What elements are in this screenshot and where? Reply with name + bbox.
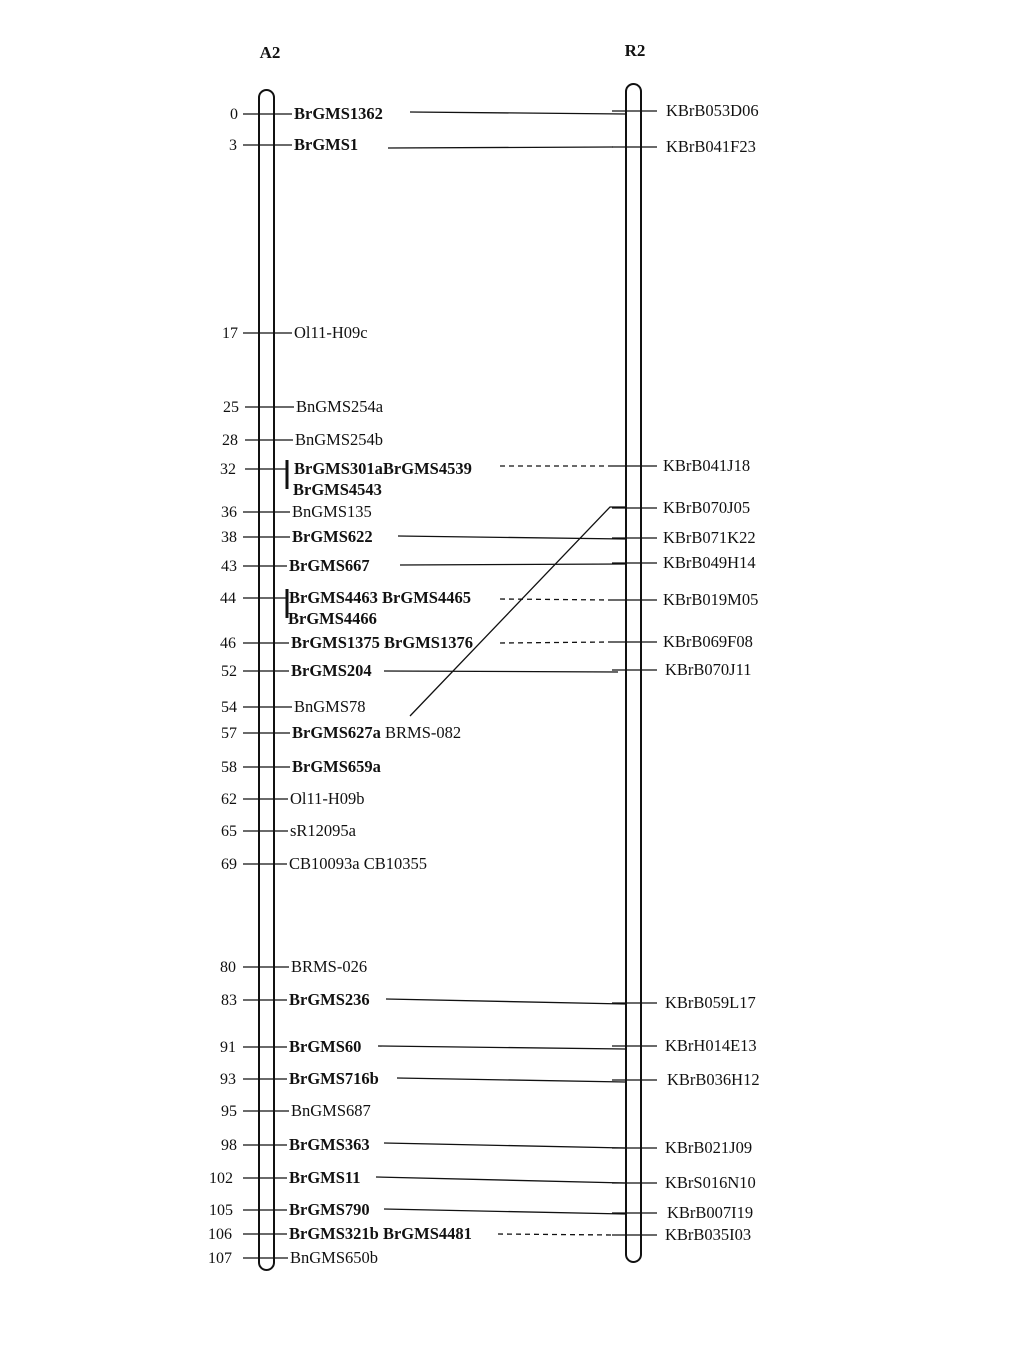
a2-marker-label [296, 397, 384, 416]
a2-marker-name: BrGMS236 [289, 990, 370, 1009]
r2-marker-row [612, 660, 751, 679]
a2-marker-label [294, 104, 383, 123]
a2-position-label: 93 [220, 1071, 236, 1088]
a2-marker-name: BrGMS627a [292, 723, 381, 742]
a2-marker-label [289, 1168, 361, 1187]
a2-position-label: 28 [222, 432, 238, 449]
a2-marker-row [208, 1224, 472, 1243]
a2-marker-name: BrGMS716b [289, 1069, 379, 1088]
a2-position-label: 36 [221, 504, 237, 521]
r2-marker-label: KBrB071K22 [663, 528, 756, 547]
r2-marker-label: KBrB041F23 [666, 137, 756, 156]
a2-position-label: 25 [223, 399, 239, 416]
r2-marker-label: KBrB070J11 [665, 660, 752, 679]
chromosome-r2-bar [626, 84, 641, 1262]
a2-marker-label [291, 661, 372, 680]
r2-marker-label: KBrB036H12 [667, 1070, 760, 1089]
a2-position-label: 43 [221, 558, 237, 575]
a2-marker-row [221, 661, 372, 680]
a2-marker-name: Ol11-H09b [290, 789, 365, 808]
a2-marker-label [292, 723, 461, 742]
a2-marker-label [289, 990, 370, 1009]
dashed-link-line [500, 642, 612, 643]
a2-marker-label [289, 556, 370, 575]
a2-marker-row [209, 1168, 361, 1187]
r2-marker-row [612, 498, 750, 517]
r2-marker-label: KBrB007I19 [667, 1203, 754, 1222]
a2-marker-row [220, 1069, 379, 1088]
a2-marker-row [220, 957, 367, 976]
r2-marker-label: KBrB049H14 [663, 553, 756, 572]
solid-link-line [388, 147, 613, 148]
a2-marker-label [290, 789, 365, 808]
a2-position-label: 52 [221, 663, 237, 680]
a2-marker-row [221, 502, 372, 521]
a2-marker-label [294, 323, 368, 342]
a2-markers [208, 104, 473, 1267]
solid-link-line [386, 999, 625, 1004]
solid-link-line [378, 1046, 625, 1049]
r2-marker-row [612, 1070, 760, 1089]
a2-marker-label [295, 430, 383, 449]
a2-marker-name: BnGMS650b [290, 1248, 379, 1267]
a2-marker-name: BrGMS363 [289, 1135, 370, 1154]
a2-marker-label [291, 957, 367, 976]
a2-marker-name: CB10093a CB10355 [289, 854, 427, 873]
a2-marker-label [290, 1248, 378, 1267]
a2-marker-name: BRMS-082 [380, 723, 462, 742]
a2-marker-row [221, 556, 370, 575]
a2-marker-row [220, 1037, 361, 1056]
r2-marker-row [612, 1225, 751, 1244]
a2-marker-row [221, 821, 357, 840]
chromosome-a2 [259, 43, 280, 1270]
a2-marker-name: BrGMS11 [289, 1168, 361, 1187]
a2-marker-name: BnGMS687 [291, 1101, 371, 1120]
a2-marker-label [289, 854, 427, 873]
chromosome-a2-bar [259, 90, 274, 1270]
a2-marker-name: sR12095a [290, 821, 356, 840]
a2-position-label: 3 [229, 137, 237, 154]
r2-marker-row [612, 632, 753, 651]
a2-marker-label [294, 135, 358, 154]
r2-marker-label: KBrB019M05 [663, 590, 759, 609]
a2-marker-label [289, 1200, 370, 1219]
a2-marker-row [229, 135, 358, 154]
chromosome-a2-title: A2 [259, 43, 281, 62]
r2-marker-row [612, 993, 756, 1012]
solid-link-line [376, 1177, 625, 1183]
a2-marker-label [294, 697, 366, 716]
a2-position-label: 95 [221, 1103, 237, 1120]
a2-position-label: 98 [221, 1137, 237, 1154]
r2-markers [612, 101, 760, 1244]
a2-marker-name: BrGMS1362 [294, 104, 383, 123]
a2-marker-row [220, 633, 473, 652]
r2-marker-row [612, 553, 756, 572]
solid-link-line [410, 112, 625, 114]
a2-marker-label [291, 633, 473, 652]
a2-marker-label [290, 821, 357, 840]
a2-position-label: 57 [221, 725, 237, 742]
r2-marker-row [612, 590, 758, 609]
r2-marker-label: KBrB069F08 [663, 632, 753, 651]
a2-marker-name: BrGMS1375 BrGMS1376 [291, 633, 473, 652]
a2-marker-label [289, 1069, 379, 1088]
a2-position-label: 106 [208, 1226, 232, 1243]
a2-position-label: 83 [221, 992, 237, 1009]
a2-marker-label [289, 588, 471, 607]
links-layer [376, 112, 626, 1235]
a2-marker-name: BrGMS301aBrGMS4539 [294, 459, 472, 478]
a2-marker-name: BrGMS659a [292, 757, 381, 776]
a2-marker-row [222, 430, 383, 449]
a2-position-label: 107 [208, 1250, 232, 1267]
a2-marker-name: BnGMS78 [294, 697, 366, 716]
r2-marker-label: KBrB035I03 [665, 1225, 752, 1244]
r2-marker-row [612, 528, 756, 547]
a2-position-label: 46 [220, 635, 236, 652]
r2-marker-row [612, 456, 750, 475]
a2-marker-label [292, 757, 381, 776]
chromosome-r2 [625, 41, 646, 1262]
a2-marker-name: BrGMS4463 BrGMS4465 [289, 588, 471, 607]
solid-link-line [384, 1143, 625, 1148]
a2-marker-name: Ol11-H09c [294, 323, 368, 342]
a2-marker-label [289, 1037, 361, 1056]
a2-marker-label: BrGMS4543 [293, 480, 382, 499]
a2-position-label: 80 [220, 959, 236, 976]
solid-link-line [384, 671, 618, 672]
r2-marker-label: KBrB070J05 [663, 498, 751, 517]
a2-position-label: 0 [230, 106, 238, 123]
a2-marker-row [222, 323, 368, 342]
a2-position-label: 58 [221, 759, 237, 776]
a2-marker-label [292, 527, 373, 546]
r2-marker-label: KBrB041J18 [663, 456, 751, 475]
a2-position-label: 44 [220, 590, 236, 607]
a2-position-label: 69 [221, 856, 237, 873]
solid-link-line [397, 1078, 625, 1082]
a2-marker-row [209, 1200, 370, 1219]
a2-marker-label [294, 459, 472, 478]
r2-marker-label: KBrS016N10 [665, 1173, 756, 1192]
a2-marker-row [220, 459, 472, 499]
a2-marker-label [289, 1224, 472, 1243]
a2-marker-name: BnGMS254b [295, 430, 384, 449]
r2-marker-row [612, 1036, 757, 1055]
a2-position-label: 65 [221, 823, 237, 840]
r2-marker-label: KBrH014E13 [665, 1036, 757, 1055]
dashed-link-line [498, 1234, 612, 1235]
a2-marker-label: BrGMS4466 [288, 609, 377, 628]
solid-link-line [398, 536, 625, 539]
a2-marker-row [221, 854, 427, 873]
a2-position-label: 32 [220, 461, 236, 478]
a2-marker-row [221, 789, 365, 808]
a2-position-label: 54 [221, 699, 237, 716]
r2-marker-label: KBrB021J09 [665, 1138, 753, 1157]
dashed-link-line [500, 599, 612, 600]
r2-marker-row [612, 101, 759, 120]
a2-marker-row [223, 397, 384, 416]
r2-marker-row [612, 1173, 756, 1192]
a2-marker-row [221, 527, 373, 546]
a2-marker-row [221, 697, 366, 716]
r2-marker-label: KBrB053D06 [666, 101, 759, 120]
solid-link-line [384, 1209, 625, 1214]
a2-marker-row [221, 990, 370, 1009]
a2-marker-name: BrGMS667 [289, 556, 370, 575]
a2-marker-row [220, 588, 471, 628]
a2-marker-row [208, 1248, 378, 1267]
a2-position-label: 62 [221, 791, 237, 808]
a2-marker-row [221, 723, 461, 742]
a2-marker-label [289, 1135, 370, 1154]
a2-marker-label [291, 1101, 371, 1120]
a2-position-label: 105 [209, 1202, 233, 1219]
a2-marker-name: BrGMS204 [291, 661, 372, 680]
r2-marker-row [612, 137, 756, 156]
a2-marker-name: BrGMS622 [292, 527, 373, 546]
a2-marker-name: BrGMS321b BrGMS4481 [289, 1224, 472, 1243]
a2-marker-name: BrGMS790 [289, 1200, 370, 1219]
a2-marker-row [221, 757, 381, 776]
a2-marker-row [221, 1101, 371, 1120]
solid-link-line [400, 564, 625, 565]
a2-marker-row [221, 1135, 370, 1154]
a2-marker-name: BrGMS60 [289, 1037, 362, 1056]
r2-marker-row [612, 1138, 752, 1157]
a2-marker-name: BnGMS135 [292, 502, 372, 521]
a2-marker-name: BrGMS1 [294, 135, 359, 154]
a2-marker-name: BnGMS254a [296, 397, 384, 416]
a2-position-label: 17 [222, 325, 238, 342]
chromosome-r2-title: R2 [624, 41, 646, 60]
a2-marker-row [230, 104, 383, 123]
r2-marker-label: KBrB059L17 [665, 993, 756, 1012]
a2-position-label: 102 [209, 1170, 233, 1187]
a2-marker-label [292, 502, 372, 521]
r2-marker-row [612, 1203, 753, 1222]
a2-marker-name: BRMS-026 [291, 957, 368, 976]
a2-position-label: 38 [221, 529, 237, 546]
a2-position-label: 91 [220, 1039, 236, 1056]
